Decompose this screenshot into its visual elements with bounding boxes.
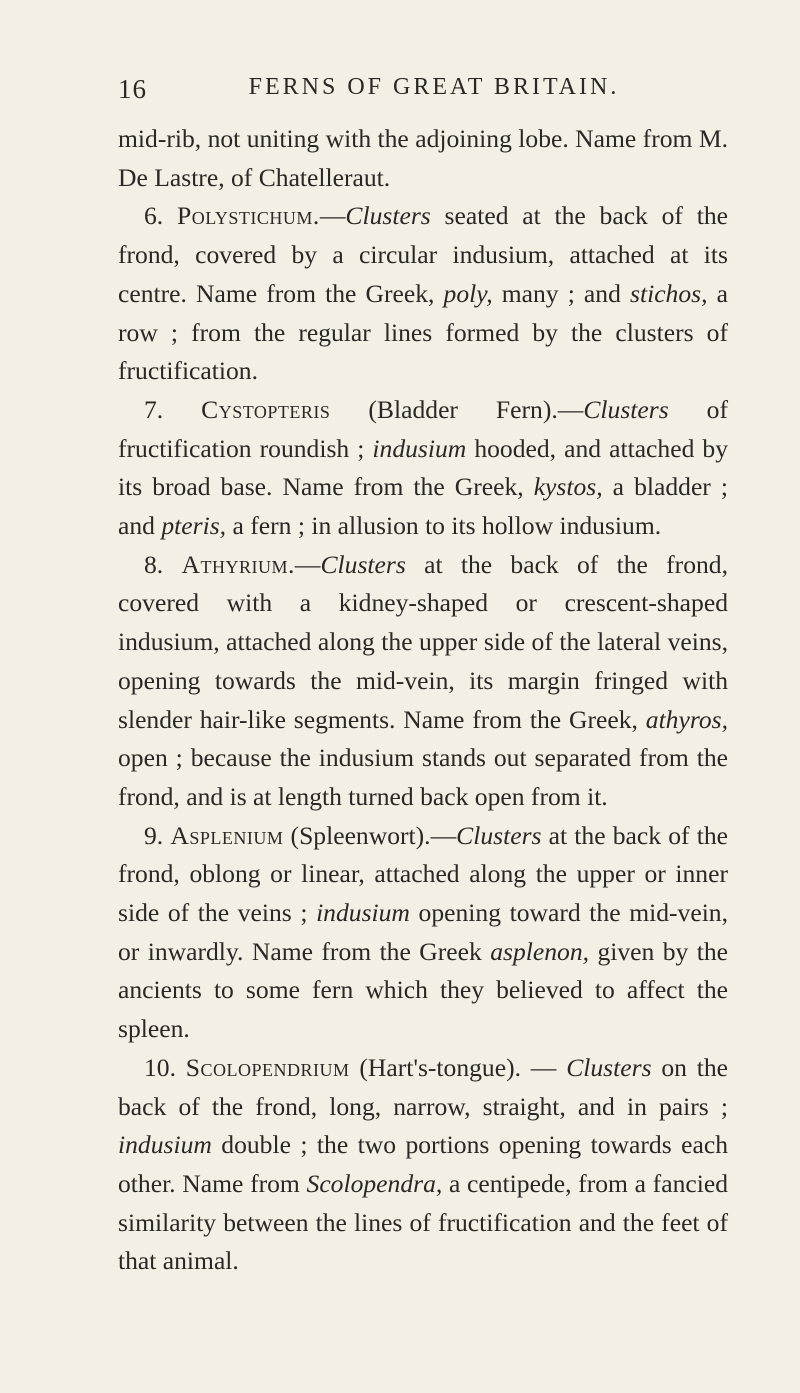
description-text: at the back of the frond, covered with a kidney-shaped or crescent-shaped indusium, attached along the upper side of the lateral veins, opening towards the mid-vein, its margin fringed with slender hair-like segments. Name from the Greek, bbox=[118, 549, 728, 734]
entry-number: 9. bbox=[144, 820, 164, 850]
em-dash: — bbox=[319, 201, 346, 231]
paragraph-scolopendrium bbox=[118, 1049, 728, 1281]
em-dash: — bbox=[430, 820, 457, 850]
genus-name: Scolopendrium bbox=[185, 1052, 350, 1082]
italic-term: indusium bbox=[372, 433, 467, 463]
common-name: (Hart's-tongue). bbox=[349, 1052, 522, 1082]
lead-word: Clusters bbox=[583, 394, 669, 424]
description-text: hooded, and attached by its broad base. Name from the Greek, bbox=[118, 433, 728, 502]
description-text: many ; and bbox=[492, 278, 631, 308]
greek-word: poly, bbox=[443, 278, 493, 308]
common-name: (Spleenwort). bbox=[283, 820, 431, 850]
em-dash: — bbox=[521, 1052, 567, 1082]
paragraph-text: mid-rib, not uniting with the adjoining lobe. Name from M. De Lastre, of Chatelleraut. bbox=[118, 124, 728, 192]
entry-number: 10. bbox=[144, 1052, 176, 1082]
italic-term: indusium bbox=[316, 898, 410, 928]
greek-word: asplenon, bbox=[490, 936, 590, 966]
description-text: a centipede, from a fancied similarity between the lines of fructification and the feet of that animal. bbox=[118, 1168, 728, 1276]
italic-term: indusium bbox=[118, 1130, 212, 1160]
lead-word: Clusters bbox=[456, 820, 542, 850]
greek-word: athyros, bbox=[645, 704, 728, 734]
genus-name: Cystopteris bbox=[201, 394, 331, 424]
genus-name: Asplenium bbox=[170, 820, 284, 850]
lead-word: Clusters bbox=[566, 1052, 652, 1082]
entry-number: 6. bbox=[144, 201, 164, 231]
genus-name: Athyrium. bbox=[181, 549, 295, 579]
description-text: given by the ancients to some fern which they believed to affect the spleen. bbox=[118, 936, 729, 1044]
page-number: 16 bbox=[118, 74, 147, 104]
running-head bbox=[118, 74, 730, 108]
em-dash: — bbox=[557, 394, 584, 424]
greek-word: pteris, bbox=[161, 511, 227, 541]
paragraph-polystichum bbox=[118, 197, 728, 391]
description-text: opening toward the mid-vein, or inwardly. Name from the Greek bbox=[118, 898, 728, 966]
lead-word: Clusters bbox=[320, 549, 406, 579]
genus-name: Polystichum. bbox=[176, 201, 320, 231]
description-text: of fructification roundish ; bbox=[118, 394, 728, 463]
description-text: double ; the two portions opening towards each other. Name from bbox=[118, 1130, 728, 1198]
greek-word: stichos, bbox=[630, 278, 708, 308]
body-text bbox=[118, 120, 728, 1281]
description-text: seated at the back of the frond, covered by a circular indusium, attached at its centre. Name from the Greek, bbox=[118, 201, 728, 308]
paragraph-asplenium bbox=[118, 817, 728, 1049]
em-dash: — bbox=[294, 549, 321, 579]
greek-word: Scolopendra, bbox=[306, 1168, 443, 1198]
description-text: a row ; from the regular lines formed by the clusters of fructification. bbox=[118, 278, 728, 386]
entry-number: 7. bbox=[144, 394, 164, 424]
running-title: FERNS OF GREAT BRITAIN. bbox=[248, 74, 620, 100]
lead-word: Clusters bbox=[345, 201, 431, 231]
paragraph-cystopteris bbox=[118, 391, 728, 546]
paragraph-continued bbox=[118, 120, 728, 197]
description-text: on the back of the frond, long, narrow, straight, and in pairs ; bbox=[118, 1052, 728, 1121]
description-text: a bladder ; and bbox=[118, 472, 728, 541]
description-text: a fern ; in allusion to its hollow indusium. bbox=[226, 511, 662, 541]
paragraph-athyrium bbox=[118, 546, 728, 817]
greek-word: kystos, bbox=[533, 472, 603, 502]
description-text: at the back of the frond, oblong or linear, attached along the upper or inner side of the veins ; bbox=[118, 820, 728, 928]
entry-number: 8. bbox=[144, 549, 164, 579]
common-name: (Bladder Fern). bbox=[330, 394, 558, 424]
description-text: open ; because the indusium stands out separated from the frond, and is at length turned back open from it. bbox=[118, 743, 728, 811]
